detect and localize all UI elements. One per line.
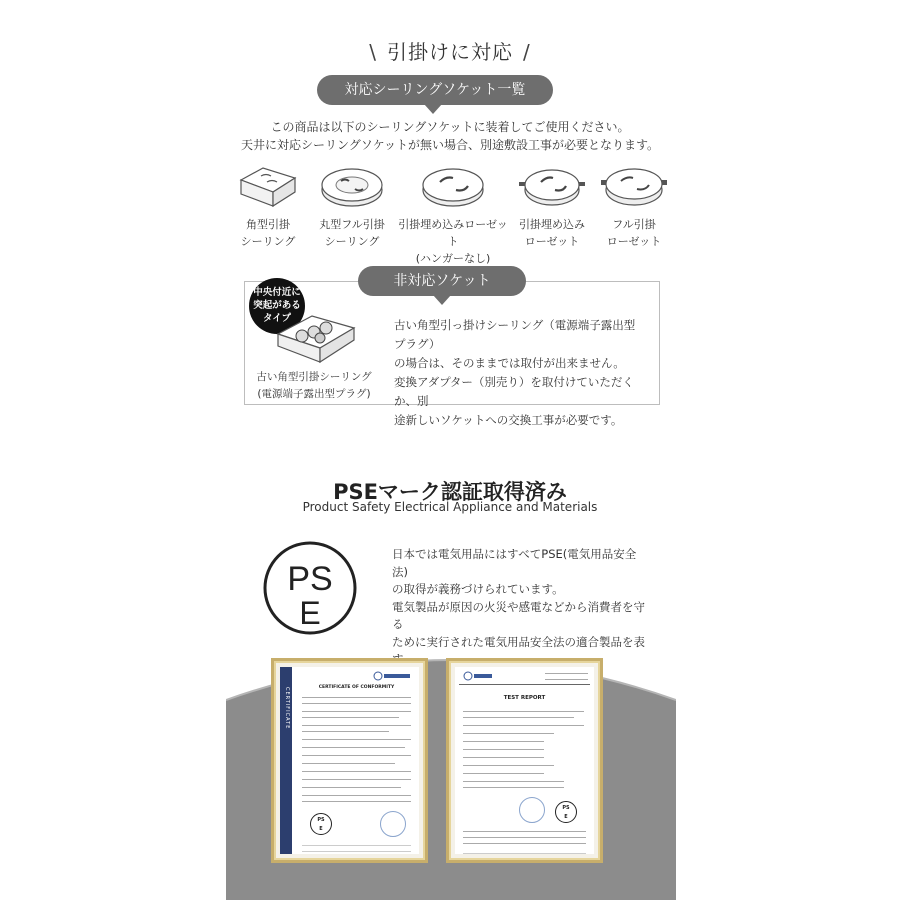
socket-label-line2: シーリング <box>240 235 296 248</box>
socket-label <box>592 216 676 250</box>
full-rosette-icon <box>599 160 669 210</box>
description-line3: 変換アダプター（別売り）を取付けていただくか、別 <box>394 375 634 408</box>
pse-mark-icon <box>262 540 358 640</box>
description-line4: 途新しいソケットへの交換工事が必要です。 <box>394 413 623 427</box>
intro-line-1: この商品は以下のシーリングソケットに装着してご使用ください。 <box>270 120 630 134</box>
socket-label-line2: シーリング <box>324 235 380 248</box>
label-line2: (電源端子露出型プラグ) <box>257 388 371 400</box>
mini-pse-top: PS <box>317 817 325 823</box>
pse-line1: 日本では電気用品にはすべてPSE(電気用品安全法) <box>392 547 637 579</box>
socket-label-line2: (ハンガーなし) <box>415 252 491 265</box>
socket-label-line1: 角型引掛 <box>246 218 290 231</box>
pse-line3: 電気製品が原因の火災や感電などから消費者を守る <box>392 599 645 631</box>
certificate-of-conformity <box>271 658 428 863</box>
socket-item-embedded-no-hanger <box>398 160 508 267</box>
pill-pointer <box>424 104 442 114</box>
incompatible-socket-pill: 非対応ソケット <box>358 266 526 296</box>
seal-stamp-icon <box>380 811 406 837</box>
mini-pse-icon <box>555 801 577 823</box>
mini-pse-bottom: E <box>319 826 323 832</box>
socket-item-square <box>226 160 310 250</box>
socket-label <box>226 216 310 250</box>
badge-line3: タイプ <box>262 313 292 324</box>
socket-label-line1: フル引掛 <box>612 218 656 231</box>
socket-label <box>510 216 594 250</box>
mini-pse-bottom: E <box>564 814 568 820</box>
report-title: TEST REPORT <box>503 695 546 701</box>
socket-label <box>398 216 508 267</box>
intro-text <box>0 118 900 154</box>
incompatible-socket-label <box>250 369 378 403</box>
socket-label-line2: ローゼット <box>606 235 662 248</box>
title-slash-left: \ <box>369 40 377 64</box>
socket-label <box>310 216 394 250</box>
socket-item-embedded <box>510 160 594 250</box>
socket-label-line2: ローゼット <box>524 235 580 248</box>
embedded-rosette-hanger-icon <box>517 160 587 210</box>
pse-logo-top: PS <box>287 560 333 598</box>
section-title <box>0 36 900 65</box>
certifier-logo-icon <box>463 671 493 681</box>
embedded-rosette-icon <box>418 160 488 210</box>
seal-stamp-icon <box>519 797 545 823</box>
section-title-text: 引掛けに対応 <box>387 40 513 64</box>
pse-title: PSEマーク認証取得済み <box>333 480 567 504</box>
socket-list <box>226 160 676 265</box>
pse-logo-bottom: E <box>299 595 321 631</box>
certifier-logo-icon <box>372 671 412 681</box>
mini-pse-top: PS <box>562 805 570 811</box>
description-line2: の場合は、そのままでは取付が出来ません。 <box>394 356 625 370</box>
test-report <box>446 658 603 863</box>
intro-line-2: 天井に対応シーリングソケットが無い場合、別途敷設工事が必要となります。 <box>240 138 660 152</box>
socket-item-full-rosette <box>592 160 676 250</box>
socket-item-round-full <box>310 160 394 250</box>
socket-label-line1: 引掛埋め込みローゼット <box>398 218 508 248</box>
mini-pse-icon <box>310 813 332 835</box>
report-paper <box>455 667 594 854</box>
socket-label-line1: 引掛埋め込み <box>519 218 585 231</box>
round-ceiling-socket-icon <box>317 160 387 210</box>
incompatible-description <box>394 316 644 430</box>
title-slash-right: / <box>523 40 531 64</box>
badge-line1: 中央付近に <box>253 287 301 298</box>
pill-pointer <box>433 295 451 305</box>
pse-subtitle: Product Safety Electrical Appliance and Materials <box>302 500 598 514</box>
compatible-sockets-pill: 対応シーリングソケット一覧 <box>317 75 553 105</box>
label-line1: 古い角型引掛シーリング <box>256 371 372 383</box>
certificate-sidebar <box>280 667 292 854</box>
old-square-socket-icon <box>272 302 360 366</box>
socket-label-line1: 丸型フル引掛 <box>319 218 385 231</box>
square-ceiling-socket-icon <box>233 160 303 210</box>
pse-line2: の取得が義務づけられています。 <box>392 582 564 596</box>
certificate-paper <box>280 667 419 854</box>
description-line1: 古い角型引っ掛けシーリング（電源端子露出型プラグ） <box>394 318 636 351</box>
certificate-sidebar-text: CERTIFICATE <box>284 687 290 730</box>
certificate-title: CERTIFICATE OF CONFORMITY <box>318 685 395 690</box>
pse-line4: ために実行された電気用品安全法の適合製品を表 <box>392 634 645 649</box>
badge-line2: 突起がある <box>253 300 301 311</box>
